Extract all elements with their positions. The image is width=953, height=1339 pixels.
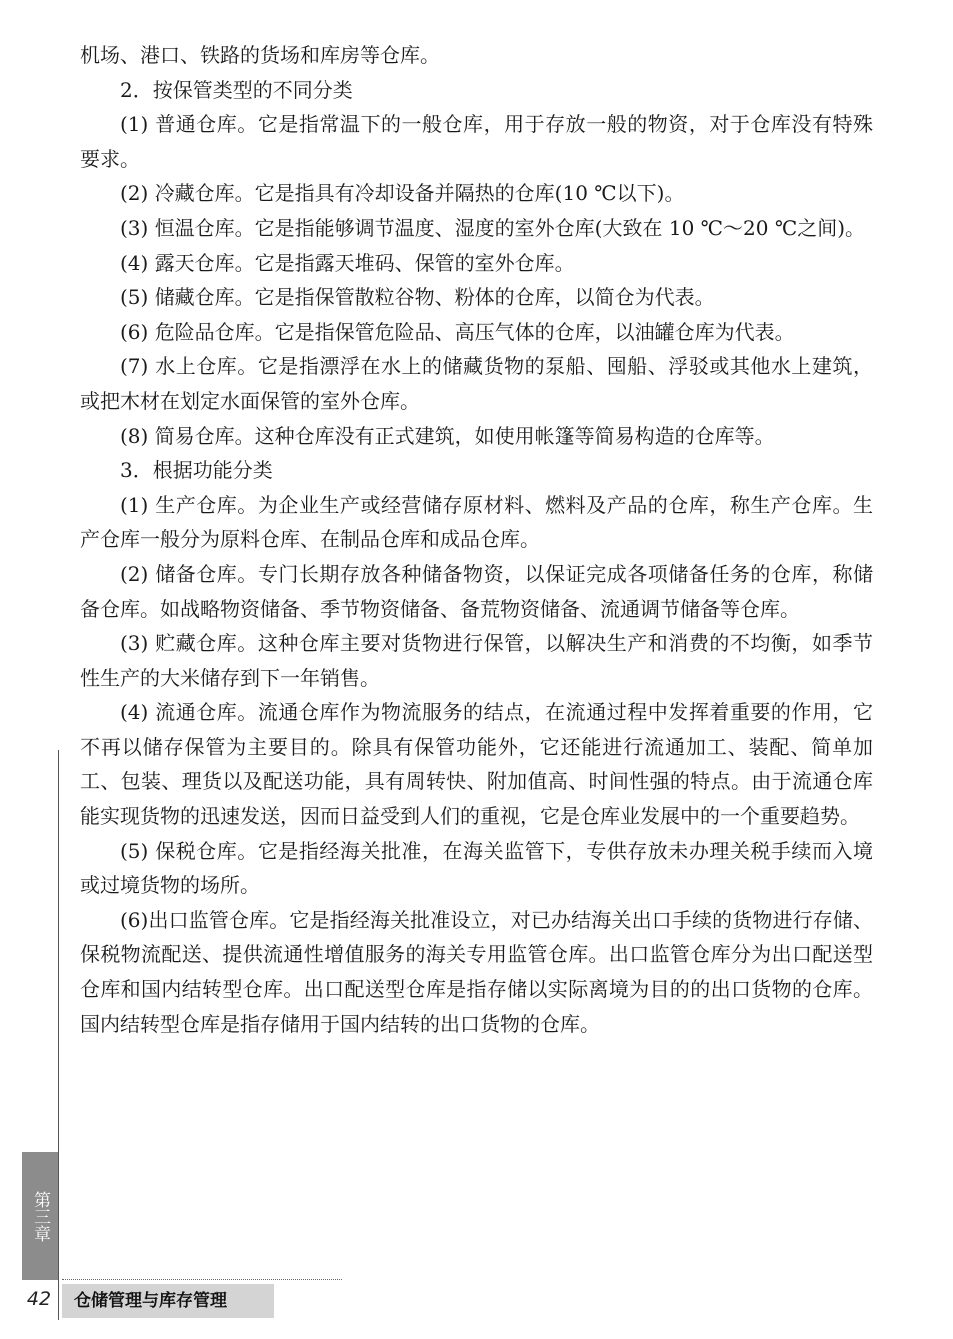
paragraph: (4) 流通仓库。流通仓库作为物流服务的结点，在流通过程中发挥着重要的作用，它不再以储存保管为主要目的。除具有保管功能外，它还能进行流通加工、装配、简单加工、包装、理货以及配送功能，具有周转快、附加值高、时间性强的特点。由于流通仓库能实现货物的迅速发送，因而日益受到人们的重视，它是仓库业发展中的一个重要趋势。 [80,700,873,829]
paragraph: (8) 简易仓库。这种仓库没有正式建筑，如使用帐篷等简易构造的仓库等。 [120,423,775,448]
paragraph: 2．按保管类型的不同分类 [120,77,353,102]
paragraph: (2) 冷藏仓库。它是指具有冷却设备并隔热的仓库(10 ℃以下)。 [120,181,685,206]
chapter-tab: 第三章 [22,1152,58,1280]
paragraph: (6) 危险品仓库。它是指保管危险品、高压气体的仓库，以油罐仓库为代表。 [120,319,795,344]
paragraph: (3) 恒温仓库。它是指能够调节温度、湿度的室外仓库(大致在 10 ℃～20 ℃之间)。 [120,215,866,240]
page-number: 42 [26,1288,52,1310]
paragraph: (1) 普通仓库。它是指常温下的一般仓库，用于存放一般的物资，对于仓库没有特殊要求。 [80,112,873,171]
paragraph: (2) 储备仓库。专门长期存放各种储备物资，以保证完成各项储备任务的仓库，称储备仓库。如战略物资储备、季节物资储备、备荒物资储备、流通调节储备等仓库。 [80,561,873,621]
paragraph: 3．根据功能分类 [120,458,273,483]
page-body [80,38,873,1041]
paragraph: (3) 贮藏仓库。这种仓库主要对货物进行保管，以解决生产和消费的不均衡，如季节性生产的大米储存到下一年销售。 [80,631,873,690]
paragraph: (6)出口监管仓库。它是指经海关批准设立，对已办结海关出口手续的货物进行存储、保税物流配送、提供流通性增值服务的海关专用监管仓库。出口监管仓库分为出口配送型仓库和国内结转型仓库。出口配送型仓库是指存储以实际离境为目的的出口货物的仓库。国内结转型仓库是指存储用于国内结转的出口货物的仓库。 [80,907,873,1036]
margin-rule [58,750,59,1320]
paragraph: (1) 生产仓库。为企业生产或经营储存原材料、燃料及产品的仓库，称生产仓库。生产仓库一般分为原料仓库、在制品仓库和成品仓库。 [80,492,873,552]
paragraph: (5) 保税仓库。它是指经海关批准，在海关监管下，专供存放未办理关税手续而入境或过境货物的场所。 [80,838,873,898]
paragraph: (4) 露天仓库。它是指露天堆码、保管的室外仓库。 [120,250,575,275]
book-title: 仓储管理与库存管理 [62,1284,274,1318]
paragraph: 机场、港口、铁路的货场和库房等仓库。 [80,43,440,67]
paragraph: (5) 储藏仓库。它是指保管散粒谷物、粉体的仓库，以简仓为代表。 [120,285,715,310]
footer-dotted-rule [62,1279,342,1280]
paragraph: (7) 水上仓库。它是指漂浮在水上的储藏货物的泵船、囤船、浮驳或其他水上建筑，或把木材在划定水面保管的室外仓库。 [80,354,873,413]
